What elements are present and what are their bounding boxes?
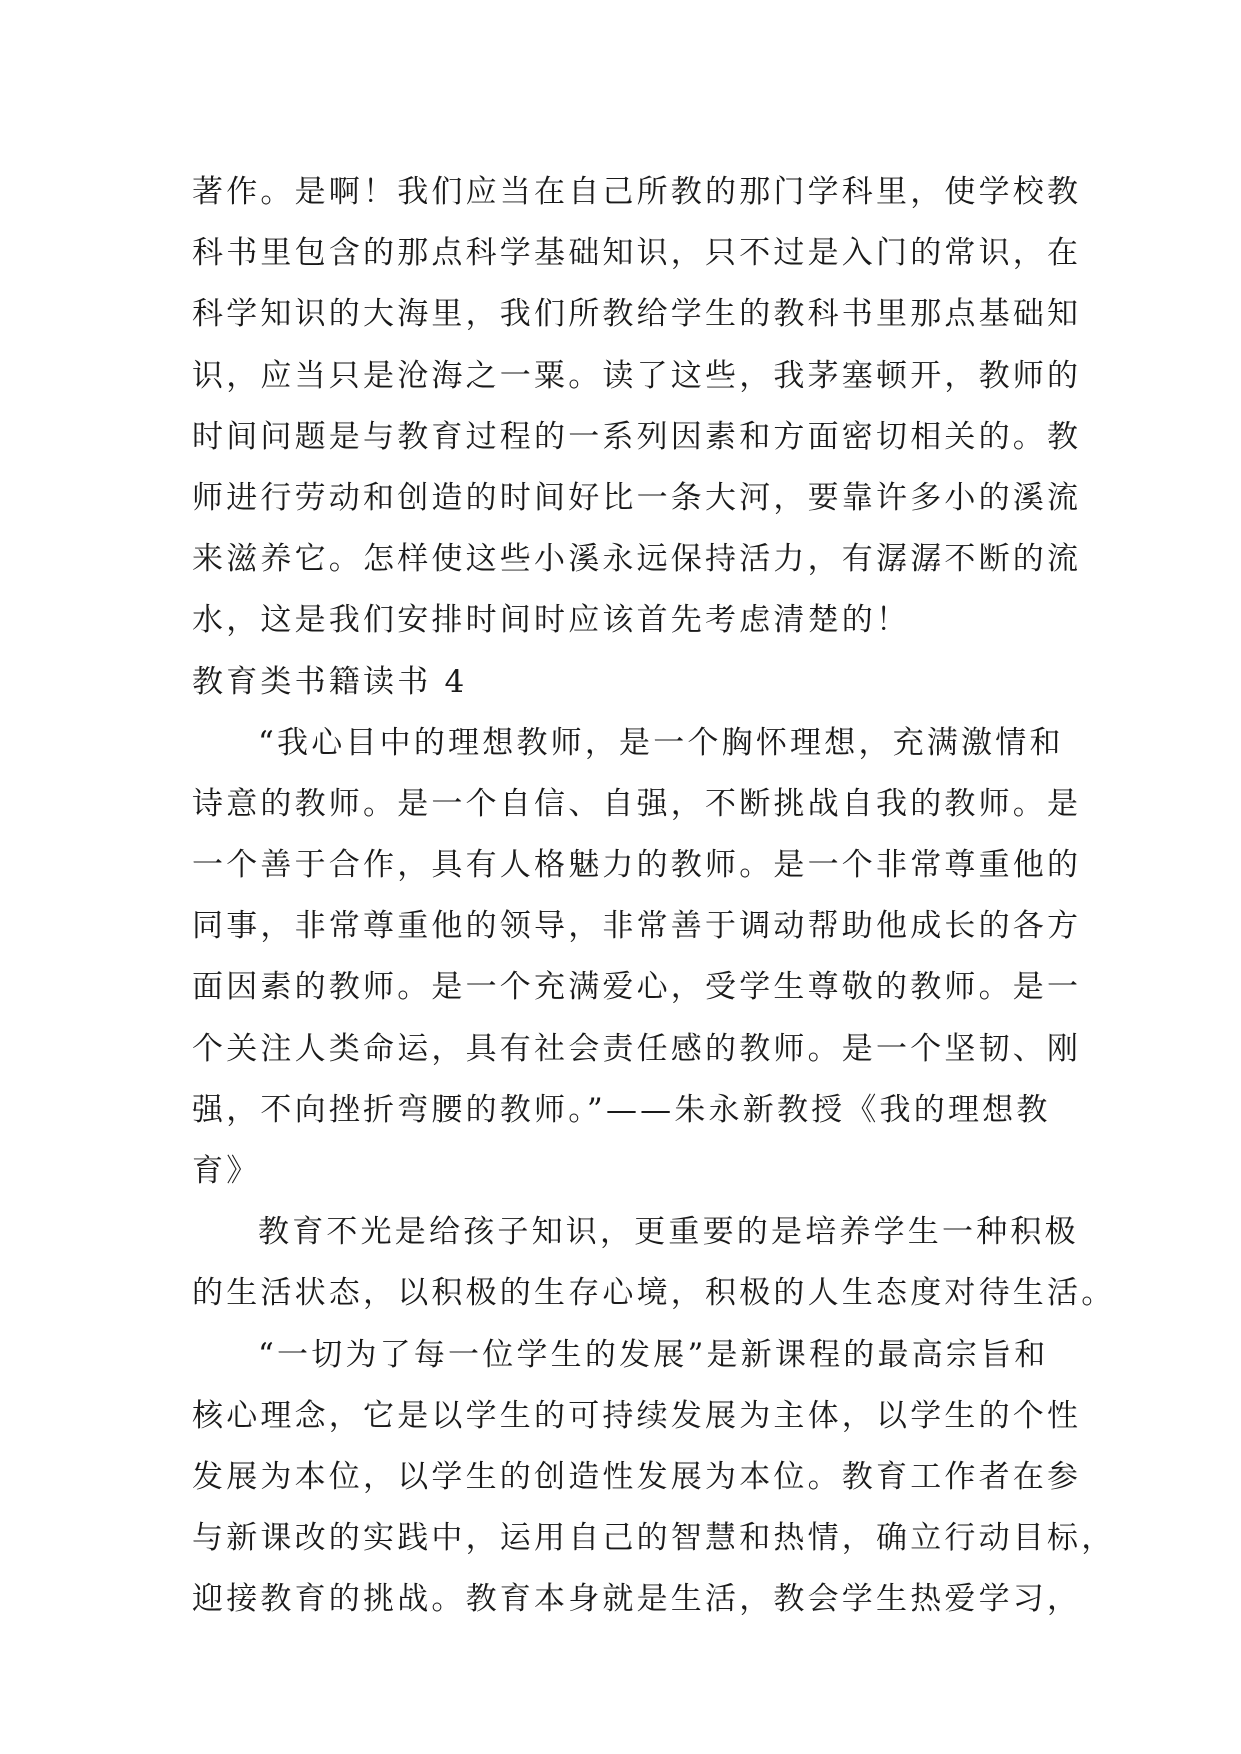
paragraph-line: 水，这是我们安排时间时应该首先考虑清楚的！ (192, 602, 911, 639)
quote-line: “我心目中的理想教师，是一个胸怀理想，充满激情和 (258, 724, 1064, 761)
quote-line: 诗意的教师。是一个自信、自强，不断挑战自我的教师。是 (192, 785, 1082, 822)
paragraph-line: 迎接教育的挑战。教育本身就是生活，教会学生热爱学习， (192, 1581, 1082, 1618)
quote-line: 个关注人类命运，具有社会责任感的教师。是一个坚韧、刚 (192, 1030, 1082, 1067)
paragraph-line: 核心理念，它是以学生的可持续发展为主体，以学生的个性 (192, 1397, 1082, 1434)
quote-line: 强，不向挫折弯腰的教师。”——朱永新教授《我的理想教 (192, 1091, 1051, 1128)
paragraph-line: 著作。是啊！我们应当在自己所教的那门学科里，使学校教 (192, 174, 1082, 210)
paragraph-line: 发展为本位，以学生的创造性发展为本位。教育工作者在参 (192, 1458, 1082, 1495)
paragraph-line: 教育不光是给孩子知识，更重要的是培养学生一种积极 (258, 1214, 1079, 1251)
paragraph-line: 时间问题是与教育过程的一系列因素和方面密切相关的。教 (192, 418, 1082, 455)
quote-line: 同事，非常尊重他的领导，非常善于调动帮助他成长的各方 (192, 908, 1082, 945)
document-body (192, 162, 1116, 1631)
paragraph-line: 识，应当只是沧海之一粟。读了这些，我茅塞顿开，教师的 (192, 357, 1082, 394)
section-heading: 教育类书籍读书 4 (192, 663, 468, 700)
quote-line: 面因素的教师。是一个充满爱心，受学生尊敬的教师。是一 (192, 969, 1082, 1006)
paragraph-line: 与新课改的实践中，运用自己的智慧和热情，确立行动目标， (192, 1520, 1116, 1557)
quote-line: 一个善于合作，具有人格魅力的教师。是一个非常尊重他的 (192, 847, 1082, 884)
paragraph-line: 师进行劳动和创造的时间好比一条大河，要靠许多小的溪流 (192, 479, 1082, 516)
paragraph-line: 科书里包含的那点科学基础知识，只不过是入门的常识，在 (192, 235, 1082, 272)
quote-line: 育》 (192, 1153, 261, 1189)
paragraph-line: 来滋养它。怎样使这些小溪永远保持活力，有潺潺不断的流 (192, 541, 1082, 578)
paragraph-line: 的生活状态，以积极的生存心境，积极的人生态度对待生活。 (192, 1275, 1116, 1312)
paragraph-line: “一切为了每一位学生的发展”是新课程的最高宗旨和 (258, 1336, 1049, 1373)
paragraph-line: 科学知识的大海里，我们所教给学生的教科书里那点基础知 (192, 296, 1082, 333)
